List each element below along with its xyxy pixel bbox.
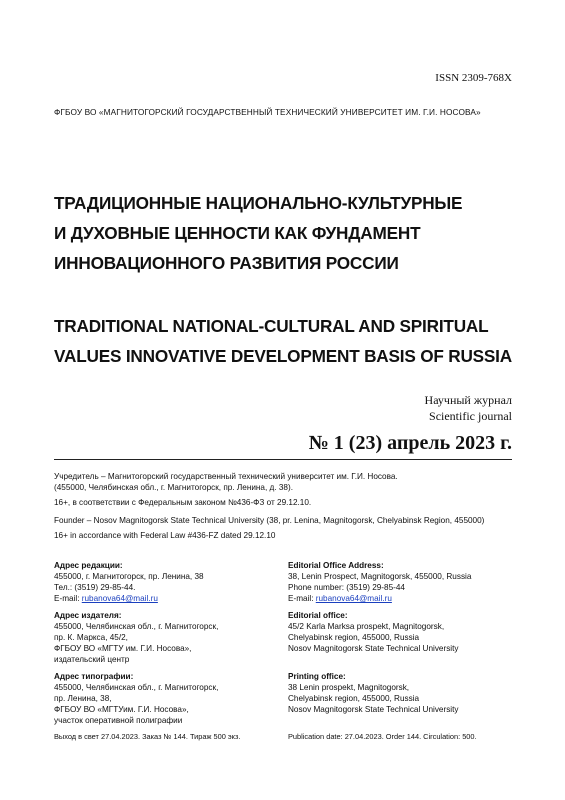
printing-line: Nosov Magnitogorsk State Technical University [288, 705, 459, 714]
journal-type-ru: Научный журнал [424, 393, 512, 407]
editorial-address-ru [54, 560, 274, 604]
printing-line: Chelyabinsk region, 455000, Russia [288, 694, 420, 703]
editorial-line: 38, Lenin Prospect, Magnitogorsk, 455000, Russia [288, 572, 472, 581]
publication-info-ru: Выход в свет 27.04.2023. Заказ № 144. Тираж 500 экз. [54, 732, 241, 741]
divider [54, 459, 512, 460]
printing-heading-en: Printing office: [288, 672, 346, 681]
publisher-address-en [288, 610, 508, 654]
publisher-heading-en: Editorial office: [288, 611, 348, 620]
title-en-line: VALUES INNOVATIVE DEVELOPMENT BASIS OF RUSSIA [54, 346, 512, 366]
title-russian [54, 188, 524, 278]
email-label: E-mail: [54, 594, 82, 603]
publisher-line: ФГБОУ ВО «МГТУ им. Г.И. Носова», [54, 644, 192, 653]
printing-line: ФГБОУ ВО «МГТУим. Г.И. Носова», [54, 705, 189, 714]
founder-ru-line: (455000, Челябинская обл., г. Магнитогорск, пр. Ленина, д. 38). [54, 483, 293, 492]
editorial-email-row [288, 593, 508, 604]
editorial-heading-en: Editorial Office Address: [288, 561, 384, 570]
title-english [54, 311, 524, 371]
journal-type [425, 392, 512, 424]
printing-line: 38 Lenin prospekt, Magnitogorsk, [288, 683, 410, 692]
editorial-email-row [54, 593, 274, 604]
publisher-line: издательский центр [54, 655, 130, 664]
publisher-line: пр. К. Маркса, 45/2, [54, 633, 128, 642]
publisher-line: Chelyabinsk region, 455000, Russia [288, 633, 420, 642]
publisher-address-ru [54, 610, 274, 665]
editorial-line: Phone number: (3519) 29-85-44 [288, 583, 405, 592]
publisher-line: Nosov Magnitogorsk State Technical University [288, 644, 459, 653]
title-ru-line: ИННОВАЦИОННОГО РАЗВИТИЯ РОССИИ [54, 253, 399, 273]
email-link[interactable]: rubanova64@mail.ru [315, 594, 392, 603]
printing-heading-ru: Адрес типографии: [54, 672, 134, 681]
issue-number: № 1 (23) апрель 2023 г. [308, 432, 512, 454]
title-en-line: TRADITIONAL NATIONAL-CULTURAL AND SPIRITUAL [54, 316, 489, 336]
editorial-line: Тел.: (3519) 29-85-44. [54, 583, 136, 592]
editorial-heading-ru: Адрес редакции: [54, 561, 123, 570]
law-ru: 16+, в соответствии с Федеральным законом №436-ФЗ от 29.12.10. [54, 498, 312, 507]
publisher-line: 455000, Челябинская обл., г. Магнитогорск, [54, 622, 219, 631]
founder-ru [54, 471, 514, 493]
issn: ISSN 2309-768X [435, 72, 512, 84]
printing-line: участок оперативной полиграфии [54, 716, 183, 725]
email-link[interactable]: rubanova64@mail.ru [81, 594, 158, 603]
founder-en: Founder – Nosov Magnitogorsk State Technical University (38, pr. Lenina, Magnitogorsk, Chelyabinsk Region, 455000) [54, 516, 485, 525]
founder-ru-line: Учредитель – Магнитогорский государственный технический университет им. Г.И. Носова. [54, 472, 398, 481]
email-label: E-mail: [288, 594, 316, 603]
publication-info-en: Publication date: 27.04.2023. Order 144. Circulation: 500. [288, 732, 477, 741]
printing-address-en [288, 671, 508, 715]
title-ru-line: И ДУХОВНЫЕ ЦЕННОСТИ КАК ФУНДАМЕНТ [54, 223, 421, 243]
publisher-line: 45/2 Karla Marksa prospekt, Magnitogorsk, [288, 622, 445, 631]
university-name: ФГБОУ ВО «МАГНИТОГОРСКИЙ ГОСУДАРСТВЕННЫЙ ТЕХНИЧЕСКИЙ УНИВЕРСИТЕТ ИМ. Г.И. НОСОВА» [54, 107, 481, 117]
printing-line: пр. Ленина, 38, [54, 694, 112, 703]
printing-address-ru [54, 671, 274, 726]
editorial-line: 455000, г. Магнитогорск, пр. Ленина, 38 [54, 572, 204, 581]
editorial-address-en [288, 560, 508, 604]
publisher-heading-ru: Адрес издателя: [54, 611, 122, 620]
journal-type-en: Scientific journal [429, 409, 512, 423]
title-ru-line: ТРАДИЦИОННЫЕ НАЦИОНАЛЬНО-КУЛЬТУРНЫЕ [54, 193, 463, 213]
printing-line: 455000, Челябинская обл., г. Магнитогорск, [54, 683, 219, 692]
law-en: 16+ in accordance with Federal Law #436-FZ dated 29.12.10 [54, 531, 276, 540]
